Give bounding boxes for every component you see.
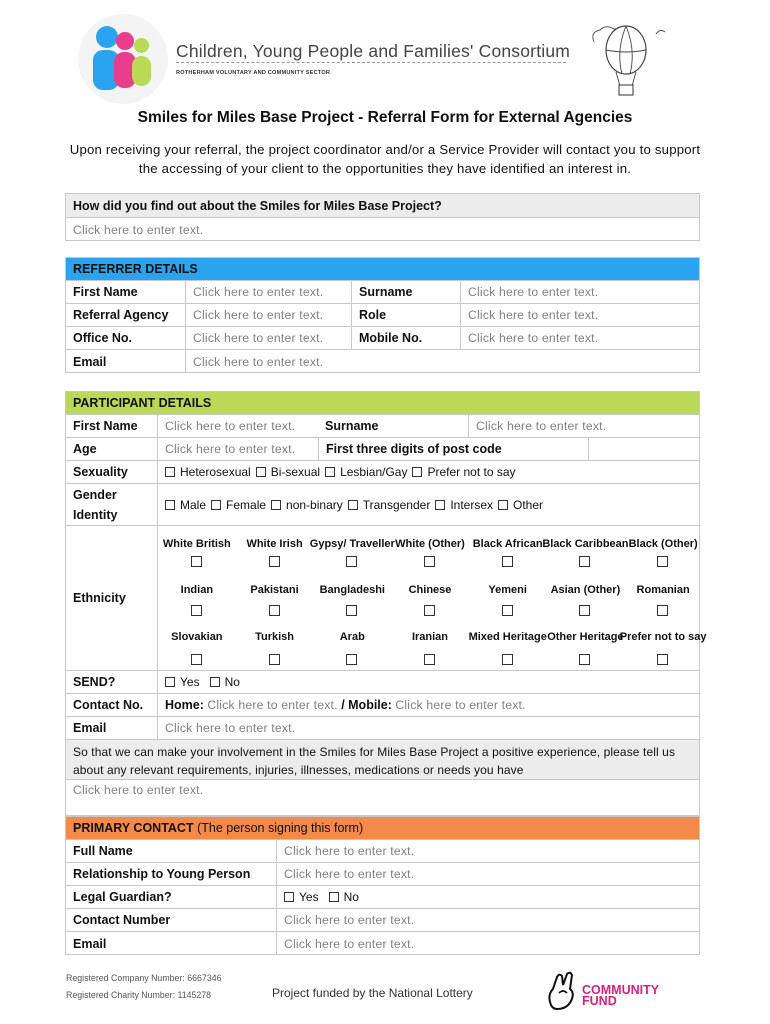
ethnicity-checkbox[interactable] xyxy=(579,556,590,567)
participant-section xyxy=(65,391,707,816)
ethnicity-option-label: Prefer not to say xyxy=(619,630,707,643)
participant-age-input[interactable]: Click here to enter text. xyxy=(157,438,318,460)
requirements-question: So that we can make your involvement in the Smiles for Miles Base Project a positive experience, please tell us about any relevant requirements, injuries, illnesses, medications or needs you have xyxy=(73,745,676,777)
ethnicity-checkbox[interactable] xyxy=(346,556,357,567)
primary-contact-section xyxy=(65,816,700,955)
referrer-first-name-label: First Name xyxy=(73,285,138,299)
sexuality-option[interactable]: Lesbian/Gay xyxy=(325,465,412,479)
referrer-role-label: Role xyxy=(351,304,460,326)
referrer-role-input[interactable]: Click here to enter text. xyxy=(460,304,598,326)
home-input[interactable]: Click here to enter text. xyxy=(207,698,338,712)
postcode-input[interactable] xyxy=(588,438,596,460)
referrer-email-input[interactable]: Click here to enter text. xyxy=(185,350,323,373)
checkbox[interactable] xyxy=(165,677,175,687)
ethnicity-option-label: Black Caribbean xyxy=(542,537,629,550)
ethnicity-checkbox[interactable] xyxy=(269,556,280,567)
guardian-options xyxy=(276,886,364,908)
sexuality-option[interactable]: Bi-sexual xyxy=(256,465,325,479)
relationship-label: Relationship to Young Person xyxy=(73,867,251,881)
how-found-question: How did you find out about the Smiles for Miles Base Project? xyxy=(73,198,442,213)
sexuality-options xyxy=(157,461,521,483)
ethnicity-option-label: Turkish xyxy=(255,630,295,643)
referrer-header: REFERRER DETAILS xyxy=(73,262,198,276)
ethnicity-option-label: Black (Other) xyxy=(628,537,698,550)
ethnicity-option-label: Yemeni xyxy=(488,583,527,596)
ethnicity-checkbox[interactable] xyxy=(191,605,202,616)
hot-air-balloon-icon xyxy=(586,20,668,102)
send-label: SEND? xyxy=(73,675,116,689)
sexuality-option[interactable]: Prefer not to say xyxy=(412,465,520,479)
referrer-surname-input[interactable]: Click here to enter text. xyxy=(460,281,598,303)
divider xyxy=(176,62,566,63)
participant-surname-label: Surname xyxy=(325,419,379,433)
referrer-agency-input[interactable]: Click here to enter text. xyxy=(185,304,351,326)
send-yes-option[interactable]: Yes xyxy=(165,675,210,689)
funding-note: Project funded by the National Lottery xyxy=(272,986,473,1000)
charity-number: Registered Charity Number: 1145278 xyxy=(66,990,212,1000)
ethnicity-checkbox[interactable] xyxy=(657,556,668,567)
checkbox[interactable] xyxy=(210,677,220,687)
ethnicity-option-label: Chinese xyxy=(408,583,452,596)
requirements-input[interactable]: Click here to enter text. xyxy=(73,783,204,797)
ethnicity-option-label: Bangladeshi xyxy=(319,583,385,596)
full-name-input[interactable]: Click here to enter text. xyxy=(276,840,414,862)
guardian-no-option[interactable]: No xyxy=(329,890,364,904)
contact-number-label: Contact Number xyxy=(73,913,171,927)
primary-email-input[interactable]: Click here to enter text. xyxy=(276,932,414,955)
ethnicity-grid xyxy=(157,526,707,670)
ethnicity-option-label: Black African xyxy=(472,537,543,550)
checkbox[interactable] xyxy=(271,500,281,510)
ethnicity-checkbox[interactable] xyxy=(346,654,357,665)
gender-option[interactable]: Male xyxy=(165,498,211,512)
referrer-office-label: Office No. xyxy=(73,331,133,345)
participant-age-label: Age xyxy=(73,442,97,456)
full-name-label: Full Name xyxy=(73,844,133,858)
referrer-office-input[interactable]: Click here to enter text. xyxy=(185,327,351,349)
ethnicity-option-label: Arab xyxy=(339,630,365,643)
checkbox[interactable] xyxy=(325,467,335,477)
ethnicity-checkbox[interactable] xyxy=(424,654,435,665)
checkbox[interactable] xyxy=(498,500,508,510)
how-found-input[interactable]: Click here to enter text. xyxy=(73,222,204,237)
home-label: Home: xyxy=(165,698,204,712)
contact-number-input[interactable]: Click here to enter text. xyxy=(276,909,414,931)
sexuality-option[interactable]: Heterosexual xyxy=(165,465,256,479)
referrer-section xyxy=(65,257,700,373)
ethnicity-checkbox[interactable] xyxy=(269,605,280,616)
ethnicity-checkbox[interactable] xyxy=(346,605,357,616)
ethnicity-option-label: Gypsy/ Traveller xyxy=(309,537,395,550)
ethnicity-label: Ethnicity xyxy=(73,591,126,605)
company-number: Registered Company Number: 6667346 xyxy=(66,973,222,983)
contact-fields xyxy=(157,694,526,716)
checkbox[interactable] xyxy=(284,892,294,902)
gender-option[interactable]: Intersex xyxy=(435,498,498,512)
ethnicity-option-label: White Irish xyxy=(246,537,303,550)
checkbox[interactable] xyxy=(165,500,175,510)
ethnicity-option-label: Asian (Other) xyxy=(550,583,621,596)
gender-option[interactable]: Transgender xyxy=(348,498,436,512)
checkbox[interactable] xyxy=(329,892,339,902)
ethnicity-checkbox[interactable] xyxy=(579,605,590,616)
ethnicity-option-label: Slovakian xyxy=(171,630,223,643)
intro-text: Upon receiving your referral, the project coordinator and/or a Service Provider will contact you to support the accessing of your client to the opportunities they have identified an interest in. xyxy=(69,142,701,176)
referrer-email-label: Email xyxy=(73,354,107,369)
gender-option[interactable]: Female xyxy=(211,498,271,512)
org-name: Children, Young People and Families' Consortium xyxy=(176,41,571,61)
participant-email-label: Email xyxy=(73,721,107,735)
org-subtitle: ROTHERHAM VOLUNTARY AND COMMUNITY SECTOR xyxy=(176,70,331,76)
ethnicity-checkbox[interactable] xyxy=(269,654,280,665)
primary-contact-header: PRIMARY CONTACT (The person signing this form) xyxy=(73,821,364,835)
ethnicity-checkbox[interactable] xyxy=(191,654,202,665)
primary-email-label: Email xyxy=(73,936,107,951)
checkbox[interactable] xyxy=(211,500,221,510)
guardian-yes-option[interactable]: Yes xyxy=(284,890,329,904)
ethnicity-option-label: Romanian xyxy=(636,583,690,596)
community-fund-logo: COMMUNITY FUND xyxy=(582,983,660,1008)
ethnicity-option-label: Pakistani xyxy=(250,583,299,596)
referrer-first-name-input[interactable]: Click here to enter text. xyxy=(185,281,351,303)
participant-first-name-input[interactable]: Click here to enter text. xyxy=(157,415,318,437)
ethnicity-checkbox[interactable] xyxy=(502,654,513,665)
ethnicity-checkbox[interactable] xyxy=(424,556,435,567)
checkbox[interactable] xyxy=(348,500,358,510)
ethnicity-option-label: Mixed Heritage xyxy=(468,630,547,643)
ethnicity-checkbox[interactable] xyxy=(502,605,513,616)
ethnicity-checkbox[interactable] xyxy=(191,556,202,567)
postcode-label: First three digits of post code xyxy=(318,438,588,460)
ethnicity-checkbox[interactable] xyxy=(579,654,590,665)
checkbox[interactable] xyxy=(412,467,422,477)
form-title: Smiles for Miles Base Project - Referral Form for External Agencies xyxy=(137,109,633,126)
referrer-mobile-input[interactable]: Click here to enter text. xyxy=(460,327,598,349)
ethnicity-option-label: White (Other) xyxy=(395,537,465,550)
participant-surname-input[interactable]: Click here to enter text. xyxy=(468,415,606,437)
ethnicity-option-label: Iranian xyxy=(411,630,449,643)
ethnicity-checkbox[interactable] xyxy=(502,556,513,567)
gender-options xyxy=(157,484,548,525)
send-no-option[interactable]: No xyxy=(210,675,245,689)
how-found-section xyxy=(65,193,700,241)
referrer-mobile-label: Mobile No. xyxy=(351,327,460,349)
sexuality-label: Sexuality xyxy=(73,465,128,479)
participant-header: PARTICIPANT DETAILS xyxy=(73,396,212,410)
mobile-input[interactable]: Click here to enter text. xyxy=(395,698,526,712)
ethnicity-option-label: White British xyxy=(162,537,231,550)
ethnicity-checkbox[interactable] xyxy=(424,605,435,616)
gender-label: Gender Identity xyxy=(73,487,118,522)
referrer-surname-label: Surname xyxy=(351,281,460,303)
mobile-label: / Mobile: xyxy=(341,698,392,712)
referrer-agency-label: Referral Agency xyxy=(73,308,169,322)
gender-option[interactable]: non-binary xyxy=(271,498,348,512)
contact-label: Contact No. xyxy=(73,698,144,712)
participant-first-name-label: First Name xyxy=(73,419,138,433)
relationship-input[interactable]: Click here to enter text. xyxy=(276,863,414,885)
ethnicity-option-label: Indian xyxy=(180,583,214,596)
consortium-logo xyxy=(78,14,168,104)
ethnicity-checkbox[interactable] xyxy=(657,605,668,616)
participant-email-input[interactable]: Click here to enter text. xyxy=(157,717,295,739)
send-options xyxy=(157,671,245,693)
checkbox[interactable] xyxy=(435,500,445,510)
gender-option[interactable]: Other xyxy=(498,498,548,512)
guardian-label: Legal Guardian? xyxy=(73,890,172,904)
ethnicity-checkbox[interactable] xyxy=(657,654,668,665)
checkbox[interactable] xyxy=(256,467,266,477)
checkbox[interactable] xyxy=(165,467,175,477)
ethnicity-option-label: Other Heritage xyxy=(547,630,624,643)
